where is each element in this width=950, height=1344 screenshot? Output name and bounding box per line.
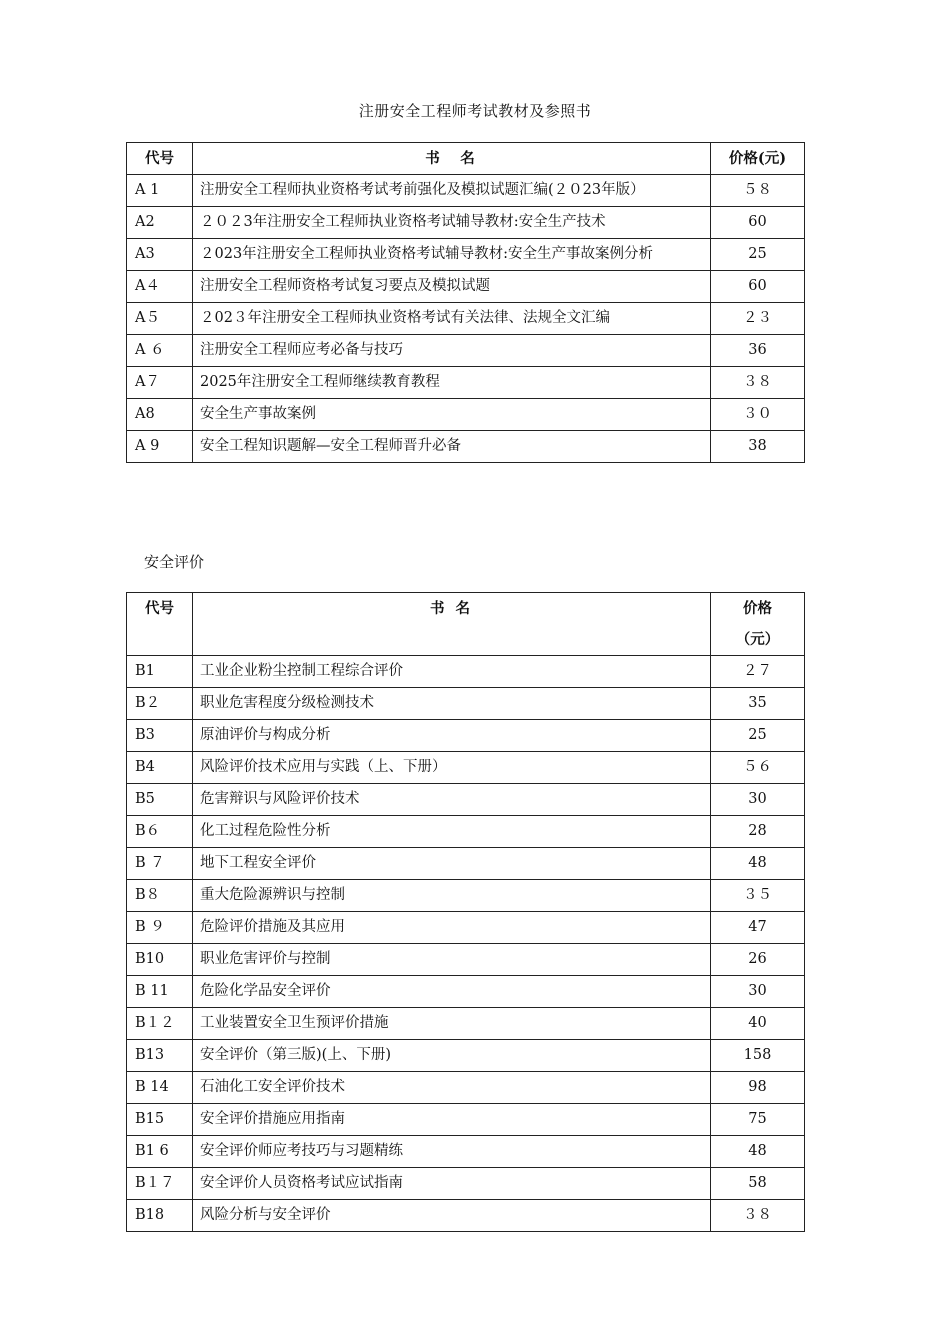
book-price-cell: ３８: [711, 367, 805, 399]
book-name-cell: 工业装置安全卫生预评价措施: [193, 1008, 711, 1040]
book-code-cell: B1 6: [127, 1136, 193, 1168]
book-price-cell: 30: [711, 976, 805, 1008]
table1-body: [127, 175, 805, 463]
book-name-cell: 安全生产事故案例: [193, 399, 711, 431]
book-price-cell: ３５: [711, 880, 805, 912]
book-price-cell: 25: [711, 720, 805, 752]
book-name-cell: 化工过程危险性分析: [193, 816, 711, 848]
book-code-cell: A3: [127, 239, 193, 271]
book-name-cell: 2025年注册安全工程师继续教育教程: [193, 367, 711, 399]
book-name-cell: 安全评价师应考技巧与习题精练: [193, 1136, 711, 1168]
table-row: [127, 656, 805, 688]
book-price-cell: 38: [711, 431, 805, 463]
book-price-cell: 60: [711, 207, 805, 239]
table-row: [127, 303, 805, 335]
book-code-cell: B 11: [127, 976, 193, 1008]
book-code-cell: B ７: [127, 848, 193, 880]
book-name-cell: 注册安全工程师执业资格考试考前强化及模拟试题汇编(２０23年版）: [193, 175, 711, 207]
book-price-cell: ３８: [711, 1200, 805, 1232]
table-row: [127, 335, 805, 367]
table-row: [127, 207, 805, 239]
book-price-cell: ２７: [711, 656, 805, 688]
book-name-cell: 职业危害程度分级检测技术: [193, 688, 711, 720]
table-row: [127, 1200, 805, 1232]
book-price-cell: 158: [711, 1040, 805, 1072]
book-code-cell: A ６: [127, 335, 193, 367]
book-code-cell: A４: [127, 271, 193, 303]
table2-body: [127, 656, 805, 1232]
book-price-cell: 75: [711, 1104, 805, 1136]
book-price-cell: ３０: [711, 399, 805, 431]
table-header-row: [127, 593, 805, 656]
book-code-cell: B１７: [127, 1168, 193, 1200]
book-name-cell: 职业危害评价与控制: [193, 944, 711, 976]
table-row: [127, 1136, 805, 1168]
table-row: [127, 1104, 805, 1136]
book-name-cell: 石油化工安全评价技术: [193, 1072, 711, 1104]
book-code-cell: B13: [127, 1040, 193, 1072]
book-name-cell: 安全评价（第三版)(上、下册): [193, 1040, 711, 1072]
book-price-cell: 36: [711, 335, 805, 367]
book-price-cell: 48: [711, 848, 805, 880]
table-row: [127, 431, 805, 463]
table-row: [127, 976, 805, 1008]
book-price-cell: 26: [711, 944, 805, 976]
table-row: [127, 271, 805, 303]
book-name-cell: 重大危险源辨识与控制: [193, 880, 711, 912]
table-row: [127, 1072, 805, 1104]
header-price: 价格（元）: [711, 593, 805, 656]
table-row: [127, 944, 805, 976]
safety-evaluation-books-table: [126, 592, 805, 1232]
book-name-cell: 安全工程知识题解—安全工程师晋升必备: [193, 431, 711, 463]
table-row: [127, 784, 805, 816]
table-row: [127, 367, 805, 399]
table-row: [127, 720, 805, 752]
book-name-cell: 风险评价技术应用与实践（上、下册）: [193, 752, 711, 784]
book-price-cell: 40: [711, 1008, 805, 1040]
table-row: [127, 816, 805, 848]
header-name: 书 名: [193, 143, 711, 175]
book-code-cell: B２: [127, 688, 193, 720]
book-name-cell: 原油评价与构成分析: [193, 720, 711, 752]
book-name-cell: 安全评价措施应用指南: [193, 1104, 711, 1136]
book-code-cell: A2: [127, 207, 193, 239]
book-name-cell: 地下工程安全评价: [193, 848, 711, 880]
book-name-cell: ２023年注册安全工程师执业资格考试辅导教材:安全生产事故案例分析: [193, 239, 711, 271]
exam-books-table: [126, 142, 805, 463]
book-name-cell: 风险分析与安全评价: [193, 1200, 711, 1232]
header-code: 代号: [127, 143, 193, 175]
book-code-cell: B 14: [127, 1072, 193, 1104]
table-row: [127, 912, 805, 944]
book-price-cell: 30: [711, 784, 805, 816]
book-name-cell: 危险化学品安全评价: [193, 976, 711, 1008]
table-row: [127, 752, 805, 784]
book-code-cell: B10: [127, 944, 193, 976]
header-name: 书 名: [193, 593, 711, 656]
book-price-cell: 48: [711, 1136, 805, 1168]
book-price-cell: ５８: [711, 175, 805, 207]
table-row: [127, 1168, 805, 1200]
table-row: [127, 239, 805, 271]
book-name-cell: 危害辩识与风险评价技术: [193, 784, 711, 816]
book-price-cell: 98: [711, 1072, 805, 1104]
book-name-cell: ２０２3年注册安全工程师执业资格考试辅导教材:安全生产技术: [193, 207, 711, 239]
book-price-cell: 58: [711, 1168, 805, 1200]
book-code-cell: A 1: [127, 175, 193, 207]
book-price-cell: 28: [711, 816, 805, 848]
book-code-cell: B ９: [127, 912, 193, 944]
table-row: [127, 1040, 805, 1072]
table-row: [127, 1008, 805, 1040]
book-name-cell: 注册安全工程师应考必备与技巧: [193, 335, 711, 367]
section-label-safety-evaluation: 安全评价: [144, 553, 205, 571]
book-name-cell: 危险评价措施及其应用: [193, 912, 711, 944]
header-code: 代号: [127, 593, 193, 656]
book-price-cell: ５６: [711, 752, 805, 784]
book-code-cell: A8: [127, 399, 193, 431]
book-name-cell: 工业企业粉尘控制工程综合评价: [193, 656, 711, 688]
book-price-cell: 35: [711, 688, 805, 720]
table-row: [127, 880, 805, 912]
book-code-cell: A７: [127, 367, 193, 399]
book-name-cell: ２02３年注册安全工程师执业资格考试有关法律、法规全文汇编: [193, 303, 711, 335]
book-code-cell: B６: [127, 816, 193, 848]
book-name-cell: 安全评价人员资格考试应试指南: [193, 1168, 711, 1200]
book-code-cell: B4: [127, 752, 193, 784]
table-row: [127, 399, 805, 431]
book-price-cell: 47: [711, 912, 805, 944]
book-code-cell: B18: [127, 1200, 193, 1232]
book-name-cell: 注册安全工程师资格考试复习要点及模拟试题: [193, 271, 711, 303]
book-price-cell: ２３: [711, 303, 805, 335]
book-code-cell: B８: [127, 880, 193, 912]
book-code-cell: B1: [127, 656, 193, 688]
table-row: [127, 848, 805, 880]
table-header-row: [127, 143, 805, 175]
book-code-cell: A５: [127, 303, 193, 335]
book-code-cell: A 9: [127, 431, 193, 463]
table-row: [127, 175, 805, 207]
book-price-cell: 60: [711, 271, 805, 303]
header-price: 价格(元): [711, 143, 805, 175]
table-row: [127, 688, 805, 720]
book-code-cell: B3: [127, 720, 193, 752]
document-title: 注册安全工程师考试教材及参照书: [358, 102, 592, 120]
book-code-cell: B5: [127, 784, 193, 816]
book-code-cell: B15: [127, 1104, 193, 1136]
book-price-cell: 25: [711, 239, 805, 271]
book-code-cell: B１２: [127, 1008, 193, 1040]
